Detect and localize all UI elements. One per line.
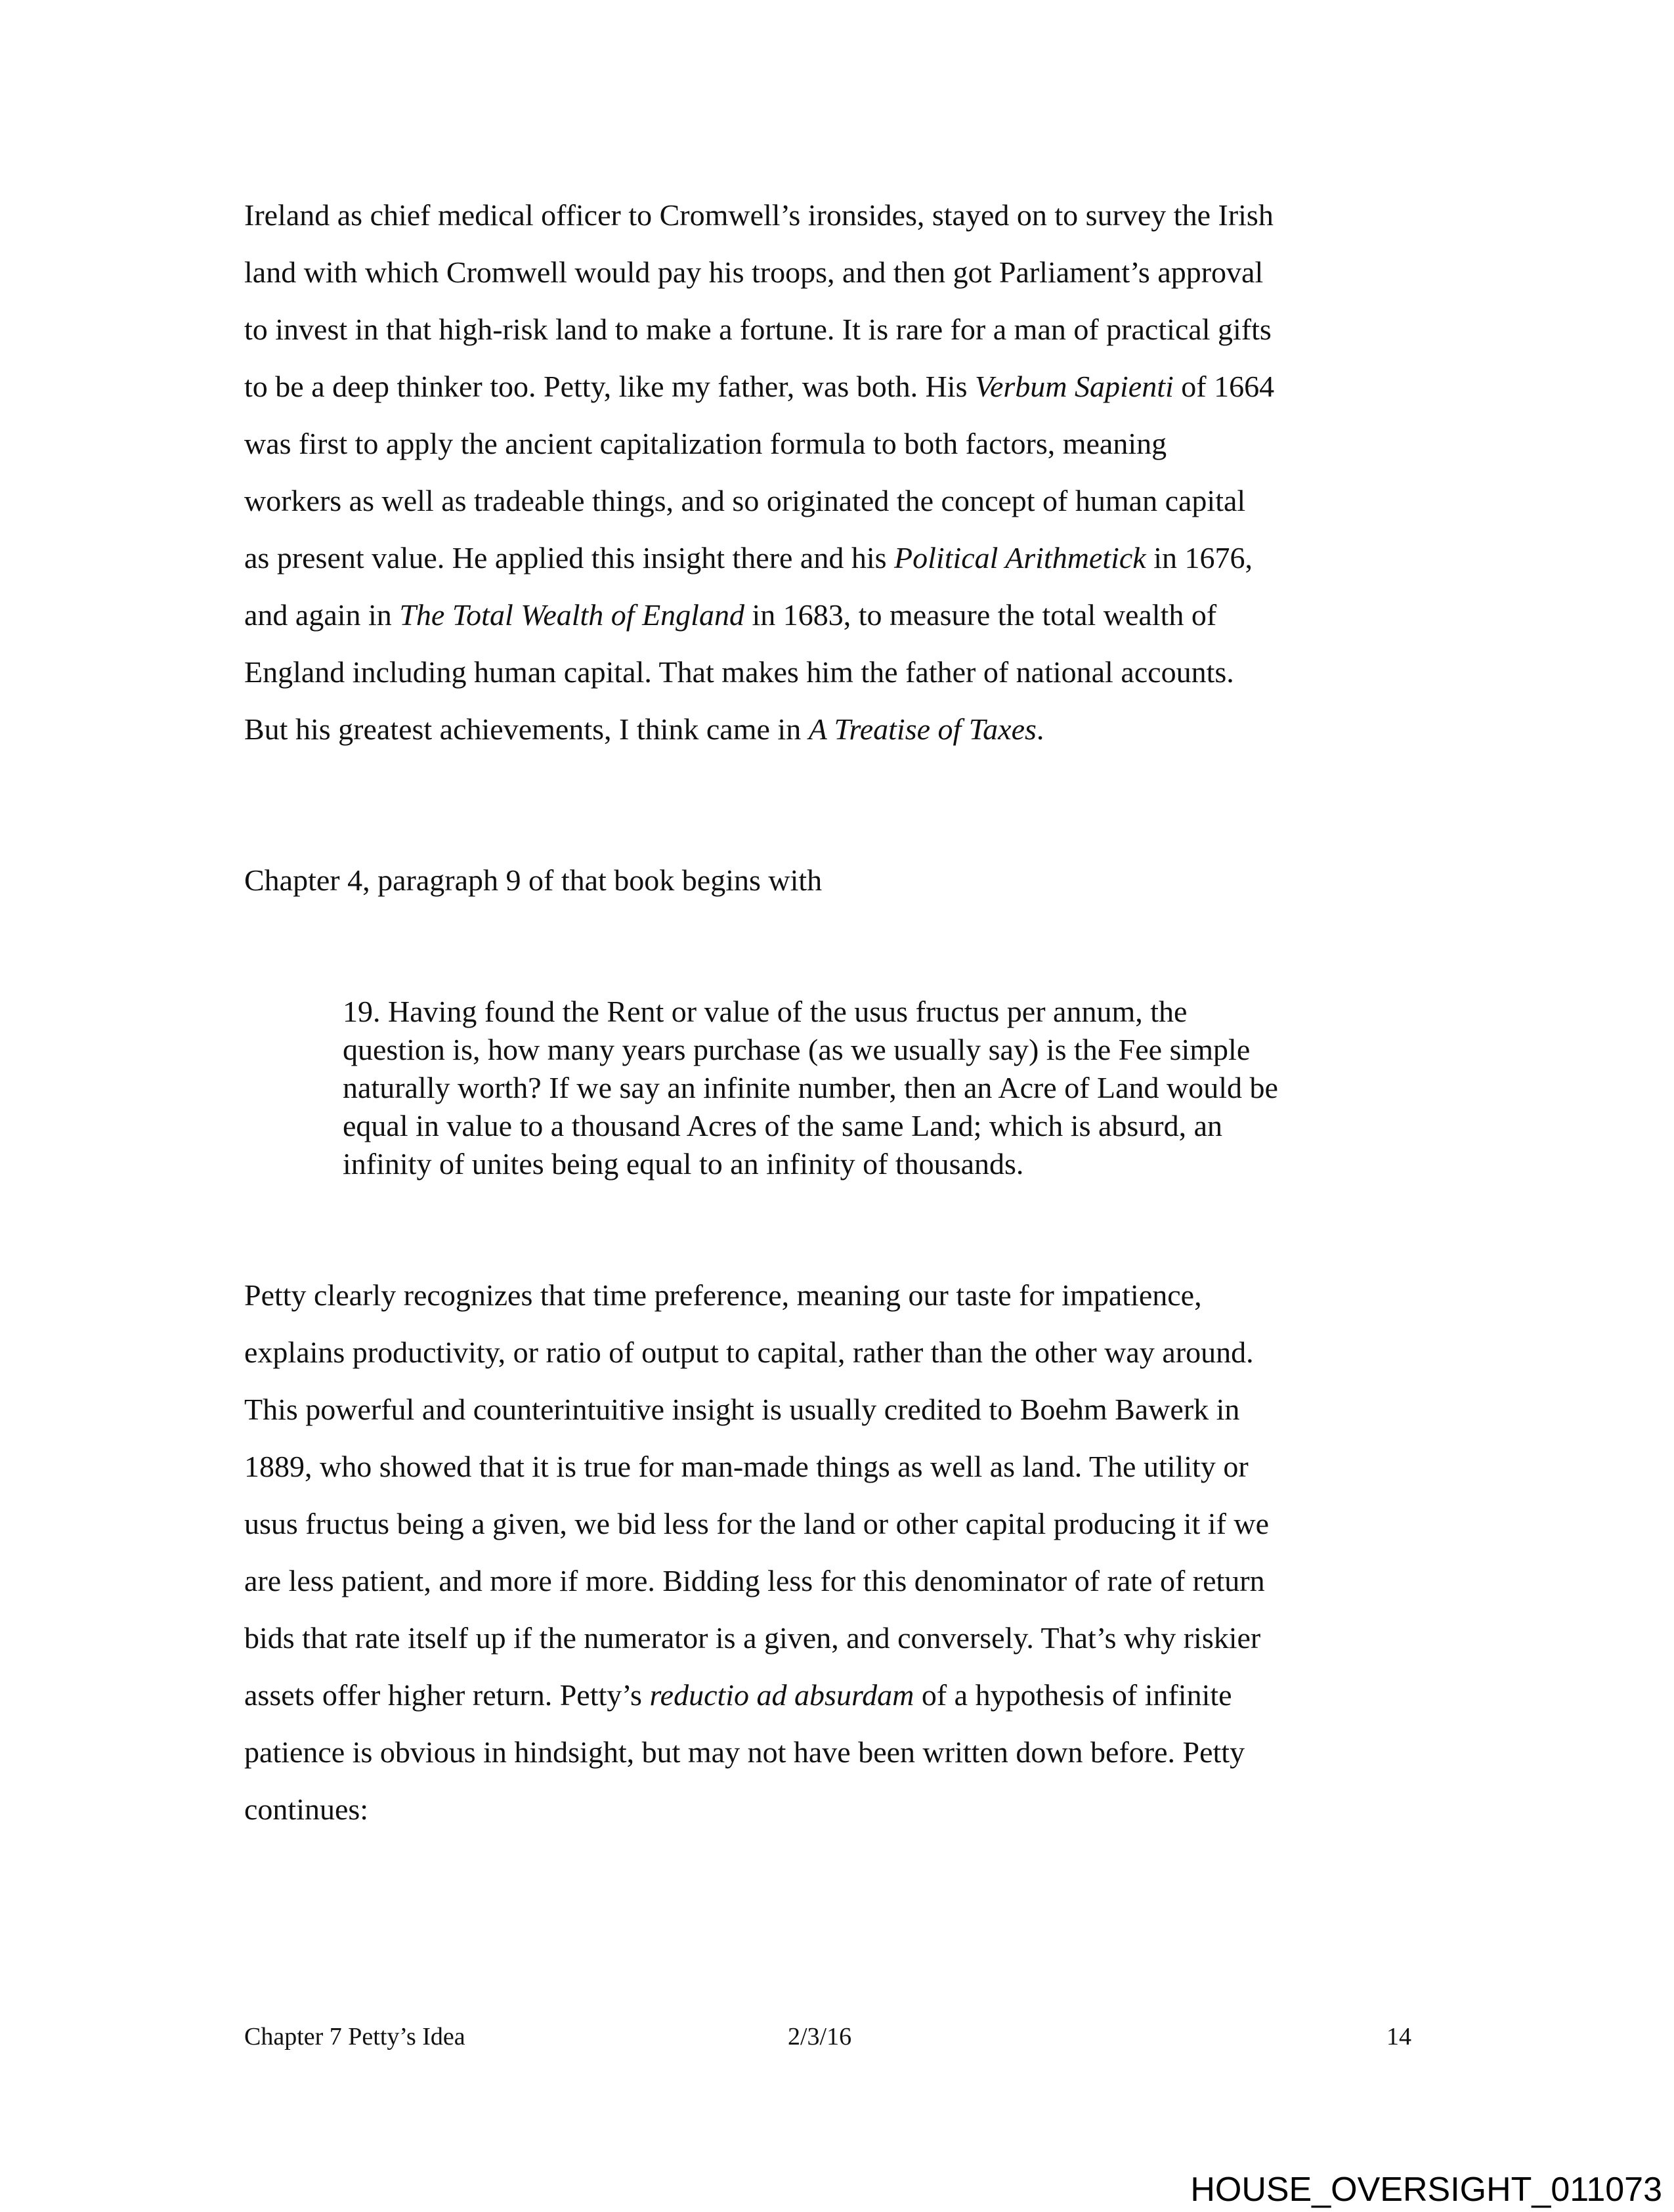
quote-line: 19. Having found the Rent or value of the usus fructus per annum, the xyxy=(343,995,1188,1028)
text-line: as present value. He applied this insight there and his Political Arithmetick in 1676, xyxy=(244,541,1253,575)
book-title: The Total Wealth of England xyxy=(399,598,744,632)
text-line: Petty clearly recognizes that time preference, meaning our taste for impatience, xyxy=(244,1278,1202,1312)
text-line: continues: xyxy=(244,1792,369,1826)
text-line: and again in The Total Wealth of England in 1683, to measure the total wealth of xyxy=(244,598,1217,632)
intro-line: Chapter 4, paragraph 9 of that book begins with xyxy=(244,863,823,897)
bates-stamp: HOUSE_OVERSIGHT_011073 xyxy=(1190,2171,1662,2209)
quote-line: naturally worth? If we say an infinite number, then an Acre of Land would be xyxy=(343,1071,1278,1104)
text-line: to be a deep thinker too. Petty, like my father, was both. His Verbum Sapienti of 1664 xyxy=(244,370,1275,403)
text-line: This powerful and counterintuitive insight is usually credited to Boehm Bawerk in xyxy=(244,1393,1240,1426)
book-title: A Treatise of Taxes xyxy=(808,712,1037,746)
latin-phrase: reductio ad absurdam xyxy=(649,1678,914,1712)
book-title: Verbum Sapienti xyxy=(974,370,1174,403)
quote-line: question is, how many years purchase (as we usually say) is the Fee simple xyxy=(343,1033,1251,1066)
text-line: Ireland as chief medical officer to Cromwell’s ironsides, stayed on to survey the Irish xyxy=(244,198,1274,232)
quote-line: infinity of unites being equal to an infinity of thousands. xyxy=(343,1147,1024,1181)
text-line: 1889, who showed that it is true for man-made things as well as land. The utility or xyxy=(244,1450,1249,1483)
text-line: was first to apply the ancient capitalization formula to both factors, meaning xyxy=(244,427,1167,460)
book-title: Political Arithmetick xyxy=(894,541,1146,575)
footer-chapter: Chapter 7 Petty’s Idea xyxy=(244,2023,465,2050)
text-line: workers as well as tradeable things, and so originated the concept of human capital xyxy=(244,484,1246,517)
quote-line: equal in value to a thousand Acres of the same Land; which is absurd, an xyxy=(343,1109,1223,1142)
text-line: England including human capital. That makes him the father of national accounts. xyxy=(244,655,1234,689)
text-line: patience is obvious in hindsight, but may not have been written down before. Petty xyxy=(244,1735,1245,1769)
text-line: bids that rate itself up if the numerator is a given, and conversely. That’s why riskier xyxy=(244,1621,1261,1655)
footer-date: 2/3/16 xyxy=(788,2023,852,2050)
text-line: But his greatest achievements, I think came in A Treatise of Taxes. xyxy=(244,712,1044,746)
footer-page-number: 14 xyxy=(1386,2023,1411,2050)
text-line: assets offer higher return. Petty’s reductio ad absurdam of a hypothesis of infinite xyxy=(244,1678,1232,1712)
text-line: usus fructus being a given, we bid less for the land or other capital producing it if we xyxy=(244,1507,1270,1540)
text-line: explains productivity, or ratio of output to capital, rather than the other way around. xyxy=(244,1335,1254,1369)
text-line: land with which Cromwell would pay his troops, and then got Parliament’s approval xyxy=(244,255,1264,289)
text-line: to invest in that high-risk land to make a fortune. It is rare for a man of practical gifts xyxy=(244,313,1272,346)
text-line: are less patient, and more if more. Bidding less for this denominator of rate of return xyxy=(244,1564,1265,1597)
